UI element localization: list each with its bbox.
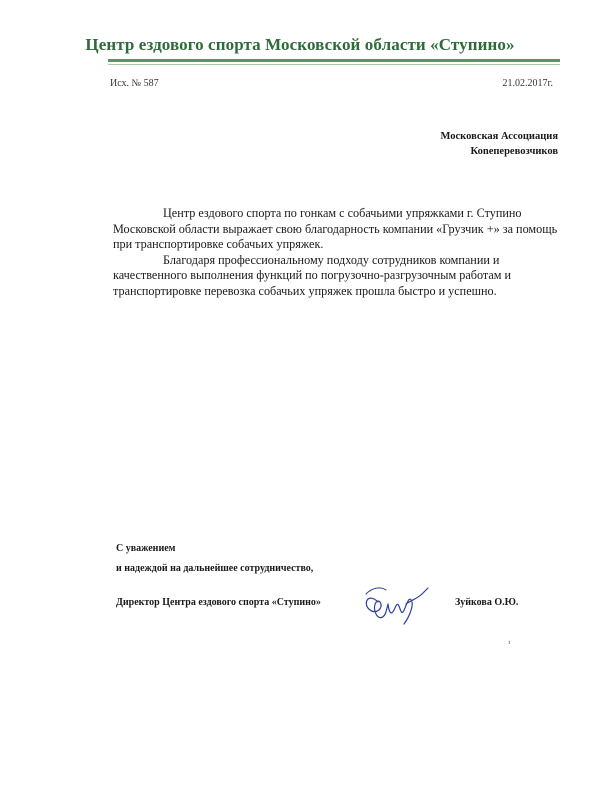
letter-body bbox=[113, 206, 563, 299]
closing-line-1: С уважением bbox=[116, 543, 176, 554]
body-paragraph-1: Центр ездового спорта по гонкам с собачьими упряжками г. Ступино Московской области выражает свою благодарность компании «Грузчик +» за помощь при транспортировке собачьих упряжек. bbox=[113, 206, 558, 251]
signer-position: Директор Центра ездового спорта «Ступино» bbox=[116, 597, 321, 608]
closing-line-2: и надеждой на дальнейшее сотрудничество, bbox=[116, 563, 314, 574]
body-paragraph-2: Благодаря профессиональному подходу сотрудников компании и качественного выполнения функций по погрузочно-разгрузочным работам и транспортировке перевозка собачьих упряжек прошла быстро и успешно. bbox=[113, 252, 512, 298]
letterhead-rule bbox=[108, 59, 560, 62]
letterhead-rule-thin bbox=[108, 64, 560, 65]
outgoing-number: Исх. № 587 bbox=[110, 78, 159, 89]
letter-date: 21.02.2017г. bbox=[502, 78, 553, 89]
letterhead-title: Центр ездового спорта Московской области «Ступино» bbox=[85, 35, 515, 54]
recipient-line-2: Коneперевозчиков bbox=[470, 146, 558, 157]
recipient-line-1: Московская Ассоциация bbox=[440, 131, 558, 142]
recipient-block bbox=[440, 129, 558, 159]
handwritten-signature bbox=[360, 582, 432, 630]
stray-mark: з bbox=[508, 640, 511, 646]
signer-name: Зуйкова О.Ю. bbox=[455, 597, 519, 608]
